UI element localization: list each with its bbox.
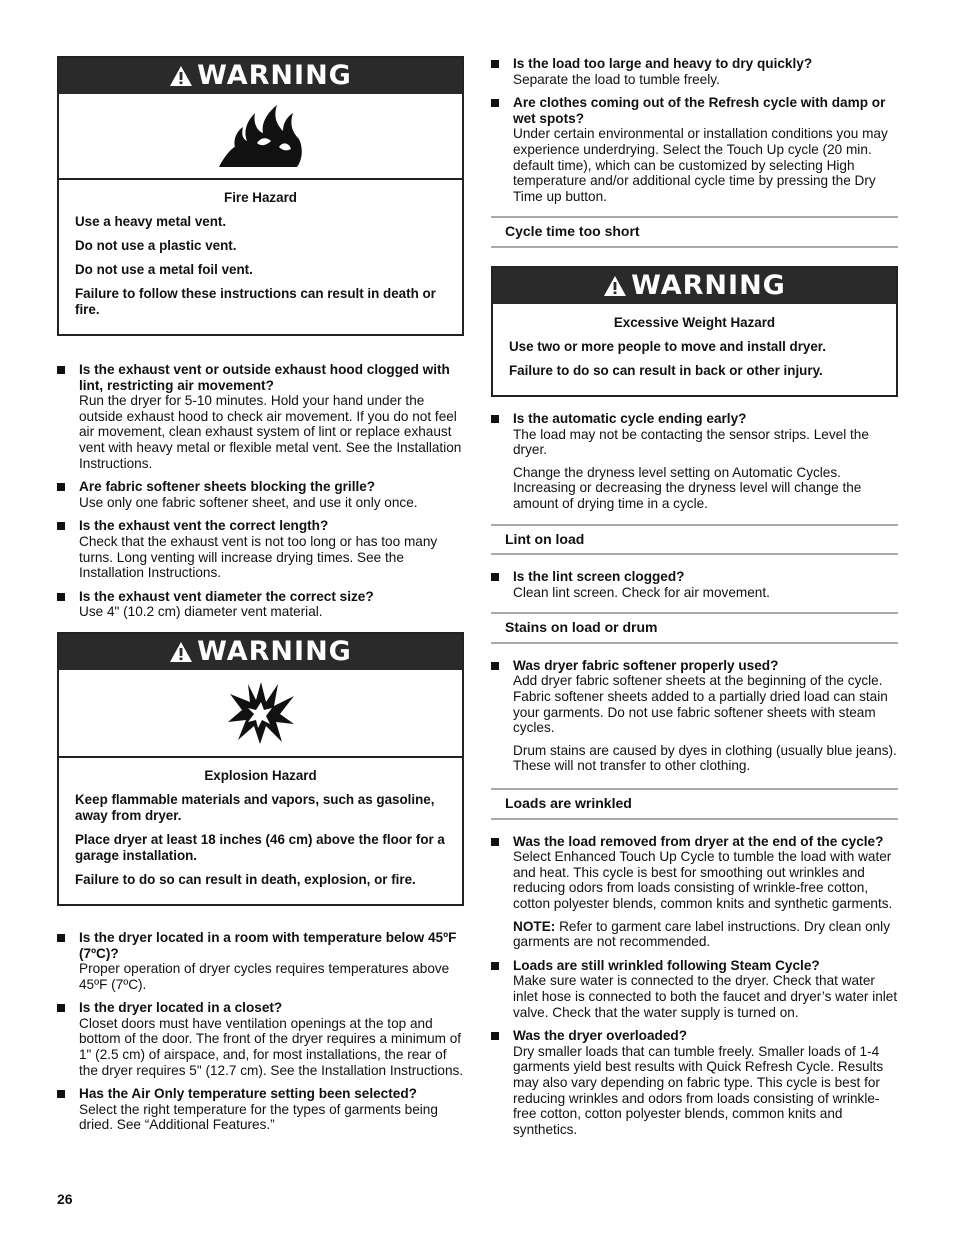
- fire-warning-line: Do not use a plastic vent.: [75, 238, 237, 253]
- fire-warning-body: [59, 180, 462, 334]
- list-item: Is the dryer located in a room with temperature below 45ºF (7ºC)? Proper operation of dryer cycles requires temperatures above 45ºF (7ºC).: [57, 930, 464, 992]
- weight-hazard-title: Excessive Weight Hazard: [613, 314, 776, 330]
- left-column: [57, 56, 464, 1141]
- list-item: Was the load removed from dryer at the end of the cycle? Select Enhanced Touch Up Cycle to tumble the load with water and heat. This cycle is best for smoothing out wrinkles and reducing odors from loads consisting of wrinkle-free cotton, cotton polyester blends, common knits and synthetic garments. NOTE: Refer to garment care label instructions. Dry clean only garments are not recommended.: [491, 834, 898, 950]
- weight-warning-line: Failure to do so can result in back or other injury.: [509, 362, 823, 378]
- explosion-warning-body: [59, 758, 462, 904]
- page-number: 26: [57, 1191, 73, 1207]
- list-item: Has the Air Only temperature setting been selected? Select the right temperature for the types of garments being dried. See “Additional Features.”: [57, 1086, 464, 1133]
- list-item: Was the dryer overloaded? Dry smaller loads that can tumble freely. Smaller loads of 1-4 garments yield best results with Quick Refresh Cycle. Results may also vary depending on fabric type. This cycle is best for reducing wrinkles and odors from loads consisting of wrinkle-free cotton, cotton polyester blends, common knits and synthetics.: [491, 1028, 898, 1137]
- cycle-short-list: [491, 411, 898, 512]
- list-item: Are clothes coming out of the Refresh cycle with damp or wet spots? Under certain environmental or installation conditions you may experience underdrying. Select the Touch Up cycle (20 min. default time), which can be customized by selecting High temperature and/or additional cycle time by pressing the Dry Time up button.: [491, 95, 898, 204]
- fire-warning-line: Failure to follow these instructions can result in death or fire.: [75, 286, 436, 317]
- list-item: Is the automatic cycle ending early? The load may not be contacting the sensor strips. Level the dryer. Change the dryness level setting on Automatic Cycles. Increasing or decreasing the dryness level will change the amount of drying time in a cycle.: [491, 411, 898, 512]
- warning-triangle-icon: [169, 65, 193, 87]
- weight-warning-body: [493, 304, 896, 395]
- explosion-warning-box: [57, 632, 464, 906]
- list-item: Loads are still wrinkled following Steam Cycle? Make sure water is connected to the dryer. Check that water inlet hose is connected to both the faucet and dryer’s water inlet valve. Check that the water supply is turned on.: [491, 958, 898, 1020]
- load-checks-list: [491, 56, 898, 204]
- wrinkled-list: [491, 834, 898, 1138]
- section-heading-stains: Stains on load or drum: [491, 612, 898, 644]
- list-item: Is the exhaust vent diameter the correct size? Use 4" (10.2 cm) diameter vent material.: [57, 589, 464, 620]
- section-heading-wrinkled: Loads are wrinkled: [491, 788, 898, 820]
- list-item: Is the lint screen clogged? Clean lint screen. Check for air movement.: [491, 569, 898, 600]
- list-item: Are fabric softener sheets blocking the grille? Use only one fabric softener sheet, and use it only once.: [57, 479, 464, 510]
- section-heading-lint: Lint on load: [491, 524, 898, 556]
- warning-title: WARNING: [197, 636, 352, 668]
- warning-triangle-icon: [169, 641, 193, 663]
- explosion-warning-line: Keep flammable materials and vapors, such as gasoline, away from dryer.: [75, 791, 435, 823]
- list-item: Is the load too large and heavy to dry quickly? Separate the load to tumble freely.: [491, 56, 898, 87]
- vent-checks-list: [57, 362, 464, 620]
- weight-warning-box: [491, 266, 898, 397]
- warning-triangle-icon: [603, 275, 627, 297]
- warning-header: [59, 634, 462, 670]
- explosion-warning-line: Place dryer at least 18 inches (46 cm) above the floor for a garage installation.: [75, 831, 445, 863]
- fire-warning-box: [57, 56, 464, 336]
- section-heading-cycle-short: Cycle time too short: [491, 216, 898, 248]
- stains-list: [491, 658, 898, 774]
- fire-warning-line: Do not use a metal foil vent.: [75, 262, 253, 277]
- explosion-warning-line: Failure to do so can result in death, explosion, or fire.: [75, 871, 416, 887]
- lint-list: [491, 569, 898, 600]
- list-item: Was dryer fabric softener properly used? Add dryer fabric softener sheets at the beginning of the cycle. Fabric softener sheets added to a partially dried load can stain your garments. Do not use fabric softener sheets with steam cycles. Drum stains are caused by dyes in clothing (usually blue jeans). These will not transfer to other clothing.: [491, 658, 898, 774]
- weight-warning-line: Use two or more people to move and install dryer.: [509, 338, 826, 354]
- warning-header: [493, 268, 896, 304]
- warning-title: WARNING: [631, 270, 786, 302]
- fire-hazard-icon: [217, 103, 305, 169]
- explosion-hazard-title: Explosion Hazard: [204, 767, 317, 783]
- fire-hazard-title: Fire Hazard: [224, 190, 297, 205]
- warning-title: WARNING: [197, 60, 352, 92]
- right-column: [491, 56, 898, 1145]
- explosion-symbol-area: [59, 670, 462, 758]
- warning-header: [59, 58, 462, 94]
- fire-warning-line: Use a heavy metal vent.: [75, 214, 227, 229]
- list-item: Is the exhaust vent the correct length? Check that the exhaust vent is not too long or has too many turns. Long venting will increase drying times. See the Installation Instructions.: [57, 518, 464, 580]
- list-item: Is the exhaust vent or outside exhaust hood clogged with lint, restricting air movement? Run the dryer for 5-10 minutes. Hold your hand under the outside exhaust hood to check air movement. If you do not feel air movement, clean exhaust system of lint or replace exhaust vent with heavy metal or flexible metal vent. See the Installation Instructions.: [57, 362, 464, 471]
- explosion-hazard-icon: [226, 680, 296, 746]
- room-checks-list: [57, 930, 464, 1133]
- list-item: Is the dryer located in a closet? Closet doors must have ventilation openings at the top and bottom of the door. The front of the dryer requires a minimum of 1" (2.5 cm) of airspace, and, for most installations, the rear of the dryer requires 5" (12.7 cm). See the Installation Instructions.: [57, 1000, 464, 1078]
- fire-symbol-area: [59, 94, 462, 180]
